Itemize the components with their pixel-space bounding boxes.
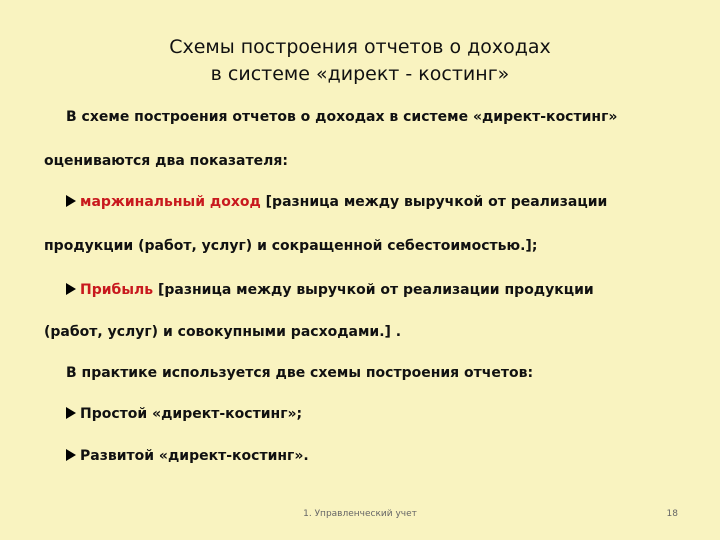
profit-definition-cont: (работ, услуг) и совокупными расходами.] . bbox=[44, 324, 402, 340]
marginal-income-definition-cont: продукции (работ, услуг) и сокращенной себестоимостью.]; bbox=[44, 238, 538, 254]
bullet-item-marginal-income bbox=[66, 192, 706, 212]
page-number: 18 bbox=[666, 509, 678, 519]
intro-line-2: оцениваются два показателя: bbox=[44, 153, 288, 169]
bullet-item-developed-scheme bbox=[66, 446, 706, 466]
scheme-simple: Простой «директ-костинг»; bbox=[80, 406, 303, 422]
arrow-bullet-icon bbox=[66, 283, 76, 295]
arrow-bullet-icon bbox=[66, 407, 76, 419]
slide-title-line2: в системе «директ - костинг» bbox=[210, 63, 510, 85]
arrow-bullet-icon bbox=[66, 195, 76, 207]
bullet-item-profit bbox=[66, 280, 706, 300]
term-marginal-income: маржинальный доход bbox=[80, 194, 261, 210]
marginal-income-definition: [разница между выручкой от реализации bbox=[260, 194, 608, 210]
footer-label: 1. Управленческий учет bbox=[303, 509, 417, 519]
bullet-item-simple-scheme bbox=[66, 404, 706, 424]
practice-line: В практике используется две схемы построения отчетов: bbox=[66, 365, 534, 381]
scheme-developed: Развитой «директ-костинг». bbox=[80, 448, 309, 464]
intro-line-1: В схеме построения отчетов о доходах в системе «директ-костинг» bbox=[66, 109, 618, 125]
arrow-bullet-icon bbox=[66, 449, 76, 461]
profit-definition: [разница между выручкой от реализации продукции bbox=[153, 282, 594, 298]
term-profit: Прибыль bbox=[80, 282, 154, 298]
slide-title bbox=[0, 34, 720, 88]
slide-title-line1: Схемы построения отчетов о доходах bbox=[169, 36, 551, 58]
